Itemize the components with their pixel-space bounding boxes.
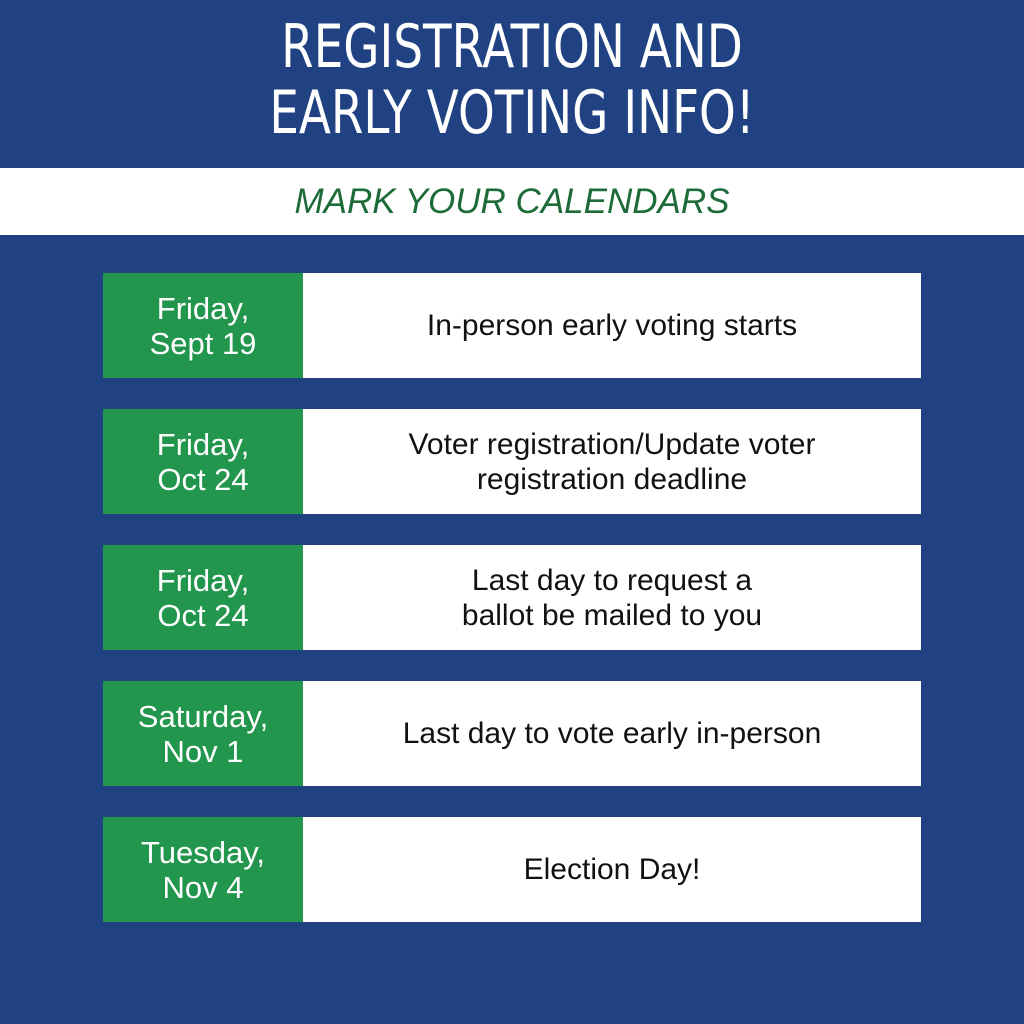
subtitle-banner (0, 168, 1024, 235)
event-text: ballot be mailed to you (461, 598, 763, 632)
date-value: Sept 19 (149, 325, 257, 361)
banner-text: MARK YOUR CALENDARS (294, 182, 730, 221)
event-text: Last day to request a (471, 563, 753, 597)
date-cell (103, 681, 303, 786)
date-cell (103, 817, 303, 922)
event-text: Election Day! (523, 853, 701, 886)
title-line-1: REGISTRATION AND (281, 12, 743, 82)
event-cell (303, 273, 921, 378)
date-row (103, 273, 921, 378)
date-row (103, 409, 921, 514)
date-day: Tuesday, (140, 834, 266, 870)
event-cell (303, 817, 921, 922)
event-text: Last day to vote early in-person (402, 717, 822, 750)
event-cell (303, 681, 921, 786)
date-value: Nov 1 (162, 733, 244, 769)
date-row (103, 681, 921, 786)
event-text: In-person early voting starts (426, 309, 798, 342)
title-line-2: EARLY VOTING INFO! (269, 78, 755, 148)
page-title (113, 14, 912, 146)
date-cell (103, 409, 303, 514)
date-value: Nov 4 (162, 869, 244, 905)
event-cell (303, 545, 921, 650)
date-value: Oct 24 (157, 461, 249, 497)
date-day: Friday, (156, 290, 250, 326)
event-text: Voter registration/Update voter (408, 427, 816, 461)
date-row (103, 545, 921, 650)
date-row (103, 817, 921, 922)
event-text: registration deadline (476, 462, 748, 496)
date-cell (103, 545, 303, 650)
date-cell (103, 273, 303, 378)
event-cell (303, 409, 921, 514)
dates-list (103, 273, 921, 953)
date-value: Oct 24 (157, 597, 249, 633)
date-day: Saturday, (137, 698, 269, 734)
date-day: Friday, (156, 562, 250, 598)
date-day: Friday, (156, 426, 250, 462)
